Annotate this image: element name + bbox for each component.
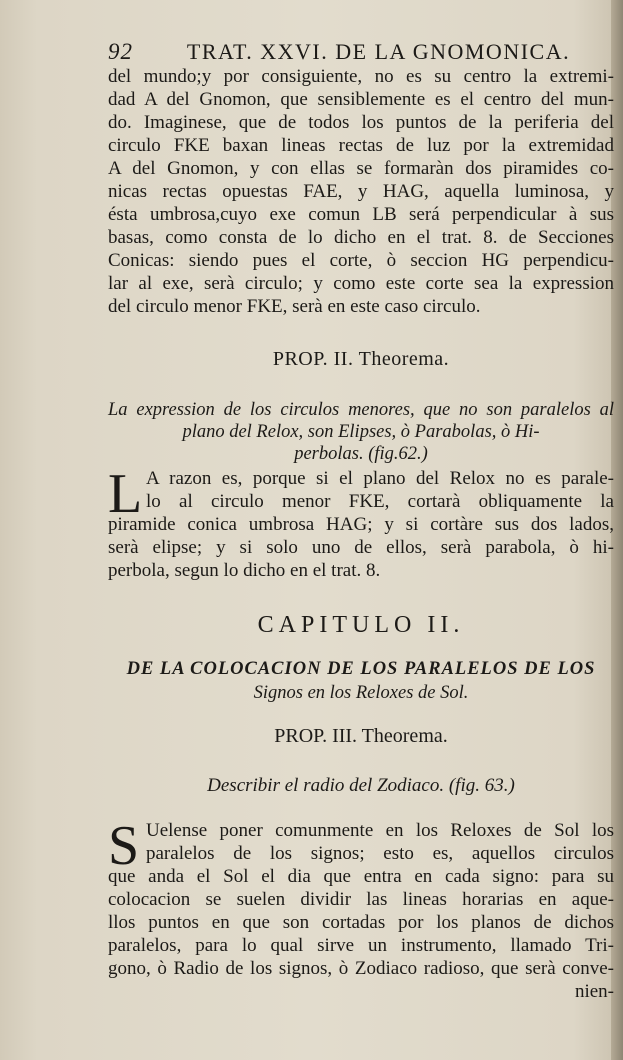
- text-line: nicas rectas opuestas FAE, y HAG, aquella luminosa, y: [108, 181, 614, 202]
- text-line: Uelense poner comunmente en los Reloxes de Sol los: [146, 820, 614, 841]
- text-line: lar al exe, serà circulo; y como este corte sea la expression: [108, 273, 614, 294]
- running-title: TRAT. XXVI. DE LA GNOMONICA.: [186, 39, 571, 64]
- page-header: [108, 40, 614, 63]
- prop-3-heading: PROP. III. Theorema.: [274, 725, 448, 747]
- text-line: basas, como consta de lo dicho en el trat. 8. de Secciones: [108, 227, 614, 248]
- text-line: lo al circulo menor FKE, cortarà obliquamente la: [146, 491, 614, 512]
- enunciado-line: plano del Relox, son Elipses, ò Parabolas, ò Hi-: [182, 422, 540, 442]
- enunciado-line: La expression de los circulos menores, que no son paralelos al: [108, 400, 614, 420]
- text-line: perbola, segun lo dicho en el trat. 8.: [108, 560, 381, 581]
- prop-3-enunciado: Describir el radio del Zodiaco. (fig. 63.): [207, 775, 515, 796]
- text-line: serà elipse; y si solo uno de ellos, serà parabola, ò hi-: [108, 537, 614, 558]
- text-line: paralelos de los signos; esto es, aquellos circulos: [146, 843, 614, 864]
- chapter-subtitle: [108, 657, 614, 705]
- text-line: piramide conica umbrosa HAG; y si cortàre sus dos lados,: [108, 514, 614, 535]
- chapter-subtitle-line: DE LA COLOCACION DE LOS PARALELOS DE LOS: [126, 659, 596, 679]
- drop-cap: S: [108, 815, 140, 877]
- prop-2-enunciado: [108, 399, 614, 465]
- text-line: del mundo;y por consiguiente, no es su centro la extremi-: [108, 66, 614, 87]
- text-line: del circulo menor FKE, serà en este caso circulo.: [108, 296, 481, 317]
- paragraph-1: [108, 65, 614, 318]
- chapter-title: CAPITULO II.: [257, 612, 465, 638]
- text-line: que anda el Sol el dia que entra en cada signo: para su: [108, 866, 614, 887]
- text-line: llos puntos en que son cortadas por los planos de dichos: [108, 912, 614, 933]
- text-line: circulo FKE baxan lineas rectas de luz por la extremidad: [108, 135, 614, 156]
- text-line: Conicas: siendo pues el corte, ò seccion HG perpendicu-: [108, 250, 614, 271]
- chapter-subtitle-line: Signos en los Reloxes de Sol.: [253, 683, 469, 703]
- prop-2-heading: PROP. II. Theorema.: [272, 348, 450, 370]
- text-line: A del Gnomon, y con ellas se formaràn dos piramides co-: [108, 158, 614, 179]
- page-text-block: [108, 40, 614, 1003]
- text-line: colocacion se suelen dividir las lineas horarias en aque-: [108, 889, 614, 910]
- page-number: 92: [108, 39, 133, 64]
- text-line: ésta umbrosa,cuyo exe comun LB será perpendicular à sus: [108, 204, 614, 225]
- prop-3-body: [108, 815, 614, 980]
- text-line: dad A del Gnomon, que sensiblemente es el centro del mun-: [108, 89, 614, 110]
- catchword: nien-: [574, 981, 614, 1002]
- text-line: do. Imaginese, que de todos los puntos de la periferia del: [108, 112, 614, 133]
- prop-2-body: [108, 463, 614, 582]
- text-line: paralelos, para lo qual sirve un instrumento, llamado Tri-: [108, 935, 614, 956]
- text-line: gono, ò Radio de los signos, ò Zodiaco radioso, que serà conve-: [108, 958, 614, 979]
- text-line: A razon es, porque si el plano del Relox no es parale-: [146, 468, 614, 489]
- drop-cap: L: [108, 463, 143, 525]
- enunciado-line: perbolas. (fig.62.): [294, 444, 428, 464]
